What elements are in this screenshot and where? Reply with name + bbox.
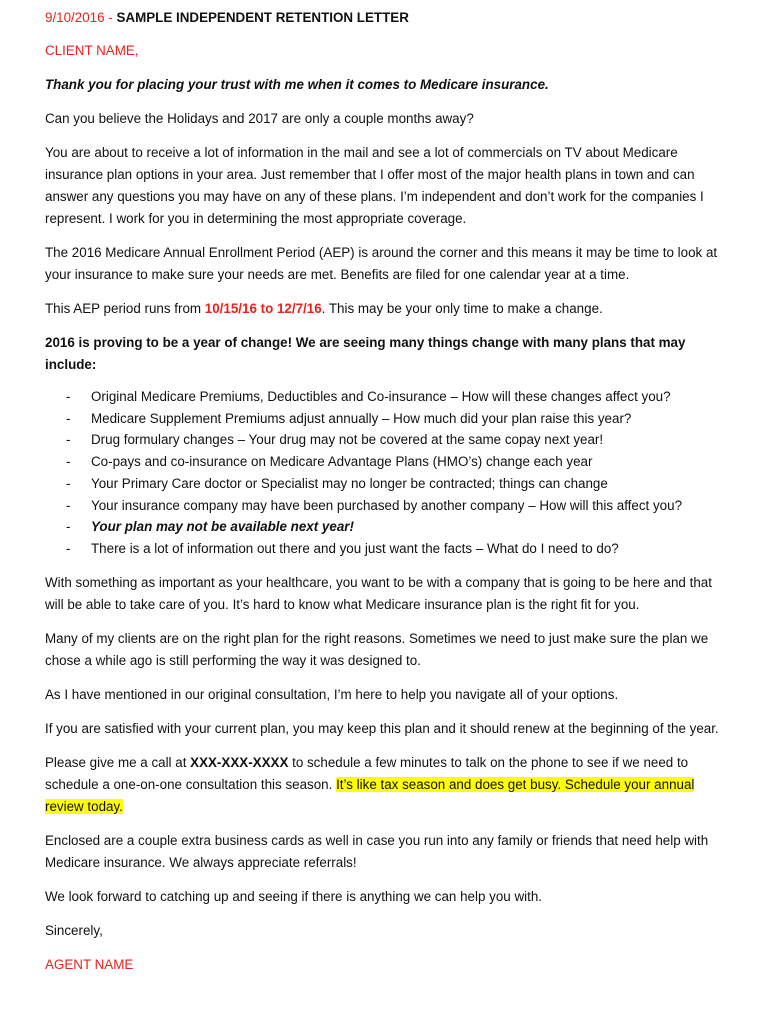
- paragraph-holidays: Can you believe the Holidays and 2017 are only a couple months away?: [45, 111, 474, 126]
- header-separator: -: [104, 10, 117, 25]
- agent-name: AGENT NAME: [45, 956, 134, 972]
- paragraph-aep-period: [45, 298, 730, 320]
- bullet-dash: -: [66, 454, 71, 470]
- bullet-dash: -: [66, 410, 71, 426]
- call-prefix: Please give me a call at: [45, 754, 191, 770]
- closing: Sincerely,: [45, 922, 103, 938]
- letter-header: [45, 7, 730, 29]
- letter-title: SAMPLE INDEPENDENT RETENTION LETTER: [116, 10, 409, 25]
- list-item: - Medicare Supplement Premiums adjust annually – How much did your plan raise this year?: [45, 408, 730, 430]
- paragraph-consultation: As I have mentioned in our original consultation, I’m here to help you navigate all of your options.: [45, 686, 619, 702]
- bullet-dash: -: [66, 519, 71, 535]
- paragraph-look-forward: We look forward to catching up and seeing if there is anything we can help you with.: [45, 888, 542, 904]
- call-middle: to schedule a few minutes to talk on the phone to see if we need to schedule a one-on-one consultation this season.: [45, 754, 689, 792]
- list-item: - Drug formulary changes – Your drug may not be covered at the same copay next year!: [45, 429, 730, 451]
- change-list: [45, 386, 730, 560]
- paragraph-business-cards: Enclosed are a couple extra business cards as well in case you run into any family or friends that need help with Medicare insurance. We always appreciate referrals!: [45, 832, 709, 870]
- client-name: CLIENT NAME,: [45, 43, 139, 58]
- list-item: - There is a lot of information out there and you just want the facts – What do I need to do?: [45, 538, 730, 560]
- letter-date: 9/10/2016: [45, 10, 105, 25]
- bullet-dash: -: [66, 432, 71, 448]
- paragraph-mail-info: You are about to receive a lot of information in the mail and see a lot of commercials on TV about Medicare insurance plan options in your area. Just remember that I offer most of the major health plans in town and can answer any questions you may have on any of these plans. I’m independent and don’t work for the companies I represent. I work for you in determining the most appropriate coverage.: [45, 145, 704, 226]
- list-item: - Original Medicare Premiums, Deductibles and Co-insurance – How will these changes affect you?: [45, 386, 730, 408]
- paragraph-healthcare: With something as important as your healthcare, you want to be with a company that is going to be here and that will be able to take care of you. It’s hard to know what Medicare insurance plan is the right fit for you.: [45, 574, 712, 612]
- bullet-dash: -: [66, 475, 71, 491]
- paragraph-call: [45, 752, 730, 818]
- phone-number: XXX-XXX-XXXX: [190, 754, 289, 770]
- list-item: - Your Primary Care doctor or Specialist may no longer be contracted; things can change: [45, 473, 730, 495]
- aep-prefix: This AEP period runs from: [45, 301, 205, 316]
- list-item: - Your insurance company may have been purchased by another company – How will this affect you?: [45, 495, 730, 517]
- paragraph-clients: Many of my clients are on the right plan for the right reasons. Sometimes we need to just make sure the plan we chose a while ago is still performing the way it was designed to.: [45, 630, 709, 668]
- highlighted-reminder: It’s like tax season and does get busy. Schedule your annual review today.: [45, 776, 695, 814]
- change-heading: 2016 is proving to be a year of change! We are seeing many things change with many plans that may include:: [45, 335, 686, 372]
- paragraph-aep: The 2016 Medicare Annual Enrollment Period (AEP) is around the corner and this means it may be time to look at your insurance to make sure your needs are met. Benefits are filed for one calendar year at a time.: [45, 245, 718, 282]
- bullet-dash: -: [66, 389, 71, 404]
- thank-you-line: Thank you for placing your trust with me when it comes to Medicare insurance.: [45, 77, 549, 92]
- paragraph-satisfied: If you are satisfied with your current plan, you may keep this plan and it should renew at the beginning of the year.: [45, 720, 719, 736]
- bullet-dash: -: [66, 497, 71, 513]
- list-item: - Co-pays and co-insurance on Medicare Advantage Plans (HMO’s) change each year: [45, 451, 730, 473]
- list-item: - Your plan may not be available next year!: [45, 516, 730, 538]
- bullet-dash: -: [66, 540, 71, 556]
- aep-suffix: . This may be your only time to make a change.: [321, 301, 603, 316]
- aep-dates: 10/15/16 to 12/7/16: [204, 301, 322, 316]
